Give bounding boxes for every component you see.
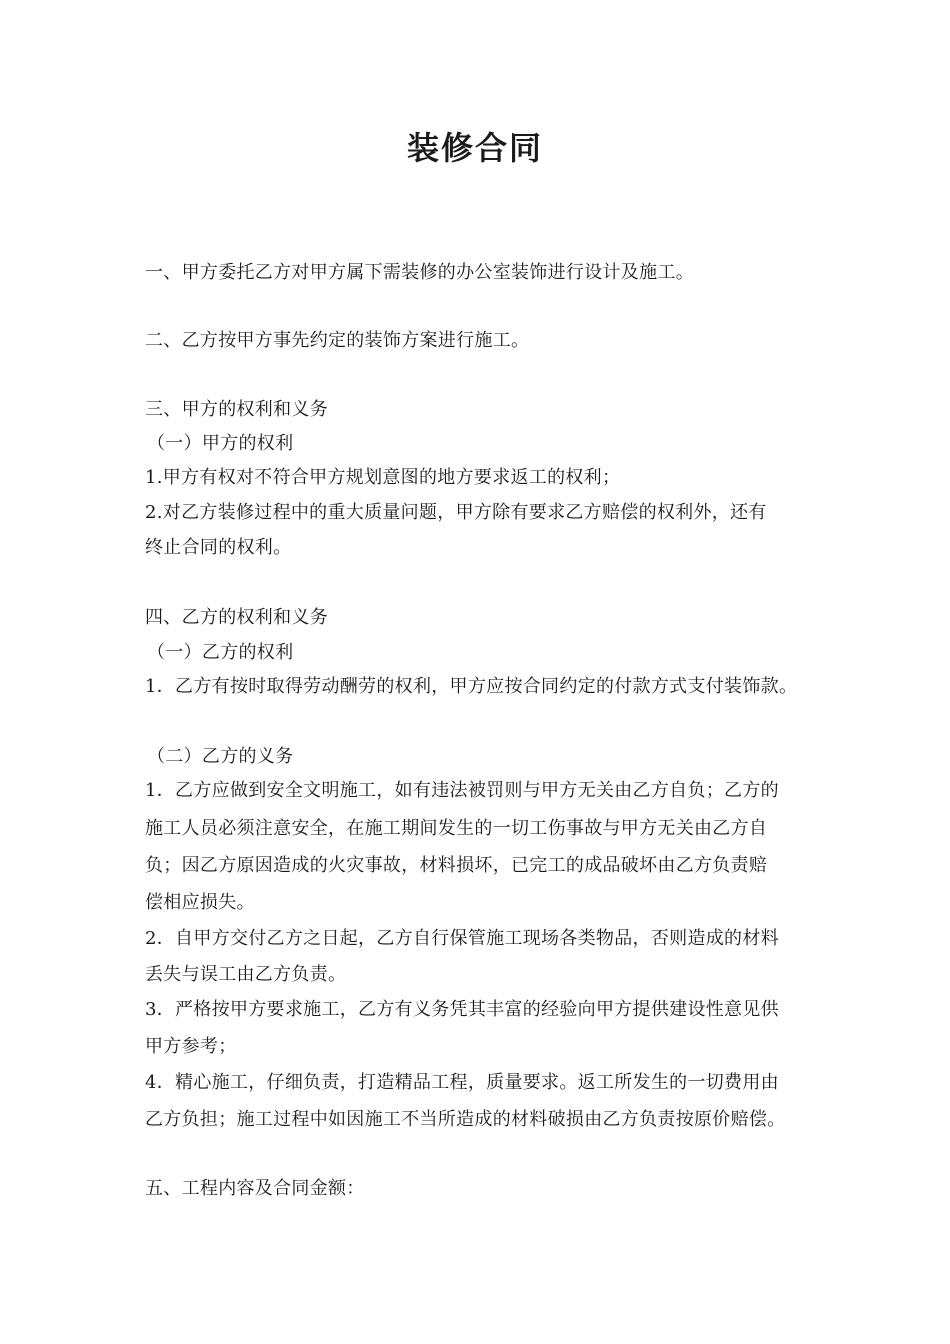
paragraph-line: 1.甲方有权对不符合甲方规划意图的地方要求返工的权利； [145,467,621,488]
paragraph-line: 1．乙方应做到安全文明施工，如有违法被罚则与甲方无关由乙方自负；乙方的 [145,780,779,801]
paragraph-line: 乙方负担；施工过程中如因施工不当所造成的材料破损由乙方负责按原价赔偿。 [145,1109,786,1130]
paragraph-line: 施工人员必须注意安全，在施工期间发生的一切工伤事故与甲方无关由乙方自 [145,818,768,839]
section-5-heading: 五、工程内容及合同金额： [145,1178,365,1199]
subsection-heading: （一）甲方的权利 [147,433,294,454]
document-title: 装修合同 [406,129,543,167]
paragraph-line: 2．自甲方交付乙方之日起，乙方自行保管施工现场各类物品，否则造成的材料 [145,928,779,949]
paragraph-line: 3．严格按甲方要求施工，乙方有义务凭其丰富的经验向甲方提供建设性意见供 [145,999,779,1020]
paragraph-line: 1．乙方有按时取得劳动酬劳的权利，甲方应按合同约定的付款方式支付装饰款。 [145,676,798,697]
subsection-heading: （一）乙方的权利 [147,642,294,663]
paragraph-line: 终止合同的权利。 [145,537,292,558]
subsection-heading: （二）乙方的义务 [147,746,294,767]
clause-2: 二、乙方按甲方事先约定的装饰方案进行施工。 [145,330,530,351]
section-4-heading: 四、乙方的权利和义务 [145,607,328,628]
section-3-heading: 三、甲方的权利和义务 [145,399,328,420]
paragraph-line: 丢失与误工由乙方负责。 [145,964,347,985]
paragraph-line: 偿相应损失。 [145,892,255,913]
paragraph-line: 甲方参考； [145,1036,237,1057]
paragraph-line: 负；因乙方原因造成的火灾事故，材料损坏，已完工的成品破坏由乙方负责赔 [145,855,768,876]
clause-1: 一、甲方委托乙方对甲方属下需装修的办公室装饰进行设计及施工。 [145,262,694,283]
paragraph-line: 4．精心施工，仔细负责，打造精品工程，质量要求。返工所发生的一切费用由 [145,1072,779,1093]
paragraph-line: 2.对乙方装修过程中的重大质量问题，甲方除有要求乙方赔偿的权利外，还有 [145,502,767,523]
